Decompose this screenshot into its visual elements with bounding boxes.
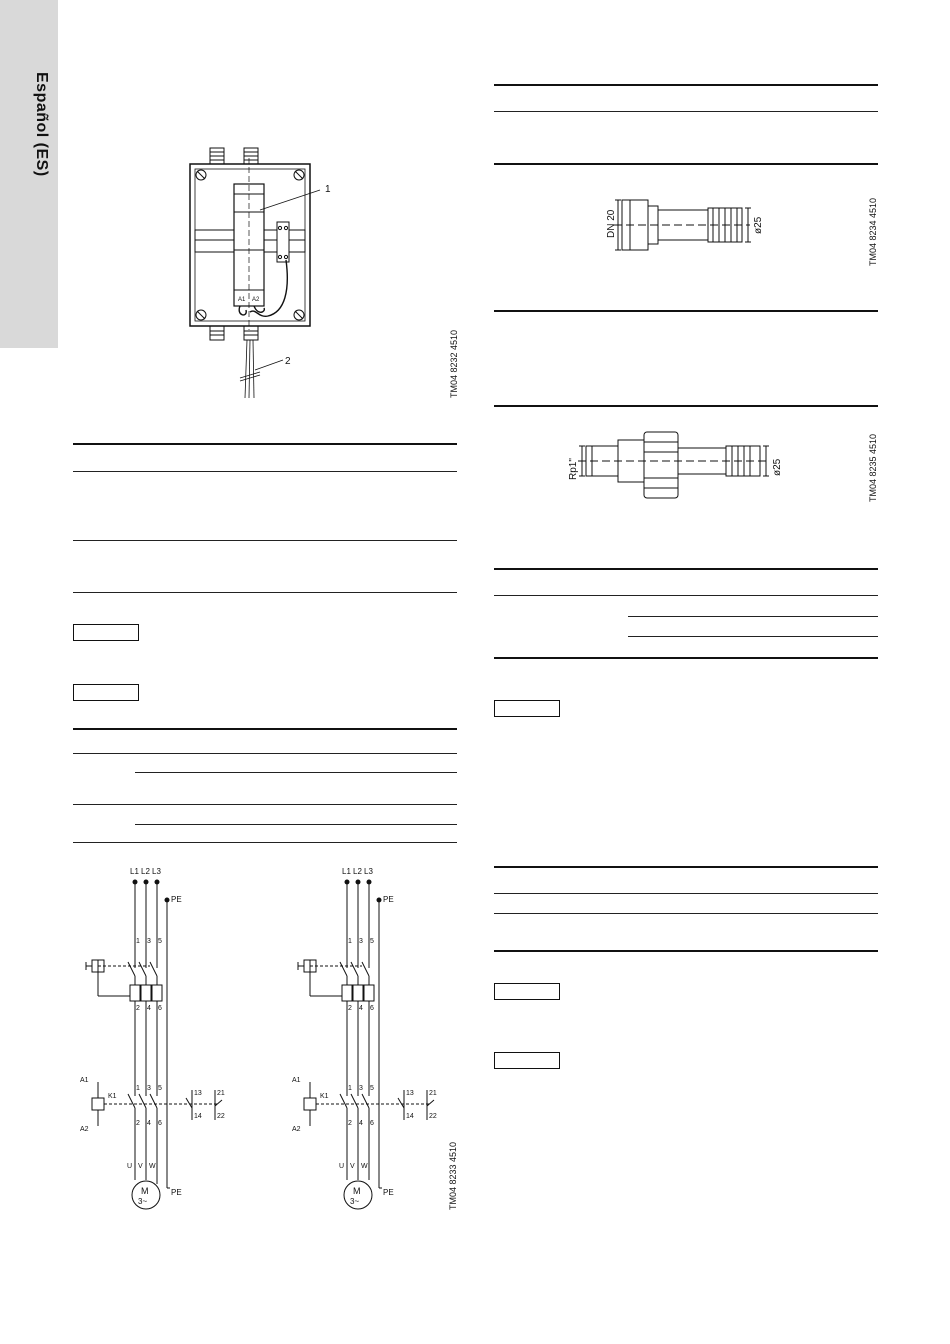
coil-a1: A1: [292, 1077, 301, 1084]
hose-nipple-figure: [600, 180, 890, 290]
table-rule: [494, 111, 878, 112]
in-term: 1: [348, 1085, 352, 1092]
pe-label: PE: [383, 895, 394, 904]
phase-label: L2: [353, 867, 362, 876]
out-term: 2: [136, 1120, 140, 1127]
pe-label: PE: [171, 895, 182, 904]
callout-1: 1: [325, 184, 331, 195]
motor-label: M: [353, 1186, 361, 1196]
table-rule: [628, 636, 878, 637]
motor-phase: U: [127, 1163, 133, 1170]
note-box: [494, 700, 560, 717]
motor-sub: 3~: [350, 1197, 360, 1206]
table-rule: [73, 842, 457, 843]
figure-code-nipple: TM04 8234 4510: [868, 197, 878, 266]
table-rule: [73, 471, 457, 472]
motor-sub: 3~: [138, 1197, 148, 1206]
wiring-diagram-left: [80, 867, 225, 1209]
motor-phase: W: [149, 1163, 156, 1170]
coil-a2: A2: [292, 1126, 301, 1133]
phase-label: L3: [152, 867, 161, 876]
aux-term: 13: [406, 1090, 414, 1097]
table-rule: [494, 163, 878, 165]
aux-term: 14: [406, 1113, 414, 1120]
in-term: 1: [136, 938, 140, 945]
out-term: 6: [370, 1005, 374, 1012]
out-term: 6: [158, 1005, 162, 1012]
terminal-a2: A2: [252, 297, 260, 303]
out-term: 4: [147, 1005, 151, 1012]
figure-code-box: TM04 8232 4510: [449, 329, 459, 398]
table-rule: [135, 772, 457, 773]
phase-label: L1: [130, 867, 139, 876]
table-rule: [494, 405, 878, 407]
out-term: 6: [370, 1120, 374, 1127]
table-rule: [73, 728, 457, 730]
aux-term: 21: [217, 1090, 225, 1097]
terminal-a1: A1: [238, 297, 246, 303]
note-box: [494, 1052, 560, 1069]
in-term: 3: [147, 938, 151, 945]
thread-label: Rp1": [568, 458, 579, 480]
in-term: 5: [158, 938, 162, 945]
phase-label: L2: [141, 867, 150, 876]
junction-box-figure: [170, 140, 480, 405]
table-rule: [494, 310, 878, 312]
out-term: 4: [359, 1005, 363, 1012]
contactor-label: K1: [108, 1093, 117, 1100]
pe-label: PE: [383, 1188, 394, 1197]
table-rule: [73, 804, 457, 805]
language-tab: [0, 0, 58, 348]
in-term: 3: [359, 1085, 363, 1092]
out-term: 4: [359, 1120, 363, 1127]
table-rule: [628, 616, 878, 617]
phase-label: L1: [342, 867, 351, 876]
table-rule: [73, 443, 457, 445]
in-term: 3: [359, 938, 363, 945]
in-term: 5: [370, 938, 374, 945]
callout-2: 2: [285, 356, 291, 367]
in-term: 1: [348, 938, 352, 945]
pe-label: PE: [171, 1188, 182, 1197]
figure-code-union: TM04 8235 4510: [868, 433, 878, 502]
motor-phase: W: [361, 1163, 368, 1170]
in-term: 5: [158, 1085, 162, 1092]
coil-a1: A1: [80, 1077, 89, 1084]
dn-label: DN 20: [606, 209, 617, 238]
aux-term: 21: [429, 1090, 437, 1097]
figure-code-wiring: TM04 8233 4510: [448, 1141, 458, 1210]
in-term: 1: [136, 1085, 140, 1092]
note-box: [494, 983, 560, 1000]
wiring-diagrams: [70, 850, 470, 1220]
out-term: 6: [158, 1120, 162, 1127]
table-rule: [494, 84, 878, 86]
motor-phase: V: [350, 1163, 355, 1170]
table-rule: [73, 540, 457, 541]
note-box: [73, 624, 139, 641]
table-rule: [135, 824, 457, 825]
phase-label: L3: [364, 867, 373, 876]
out-term: 2: [348, 1005, 352, 1012]
out-term: 2: [348, 1120, 352, 1127]
motor-label: M: [141, 1186, 149, 1196]
table-rule: [494, 866, 878, 868]
aux-term: 13: [194, 1090, 202, 1097]
table-rule: [494, 568, 878, 570]
contactor-label: K1: [320, 1093, 329, 1100]
out-term: 2: [136, 1005, 140, 1012]
out-term: 4: [147, 1120, 151, 1127]
table-rule: [494, 595, 878, 596]
motor-phase: U: [339, 1163, 345, 1170]
coil-a2: A2: [80, 1126, 89, 1133]
language-label: Español (ES): [33, 72, 50, 177]
table-rule: [73, 592, 457, 593]
wiring-diagram-right: [292, 867, 437, 1209]
table-rule: [494, 913, 878, 914]
motor-phase: V: [138, 1163, 143, 1170]
aux-term: 22: [429, 1113, 437, 1120]
table-rule: [494, 657, 878, 659]
in-term: 3: [147, 1085, 151, 1092]
in-term: 5: [370, 1085, 374, 1092]
union-figure: [560, 420, 890, 510]
dia-label: ø25: [753, 216, 764, 234]
aux-term: 22: [217, 1113, 225, 1120]
table-rule: [73, 753, 457, 754]
table-rule: [494, 893, 878, 894]
table-rule: [494, 950, 878, 952]
bottom-cable-glands: [210, 326, 258, 340]
aux-term: 14: [194, 1113, 202, 1120]
dia-label: ø25: [772, 458, 783, 476]
note-box: [73, 684, 139, 701]
